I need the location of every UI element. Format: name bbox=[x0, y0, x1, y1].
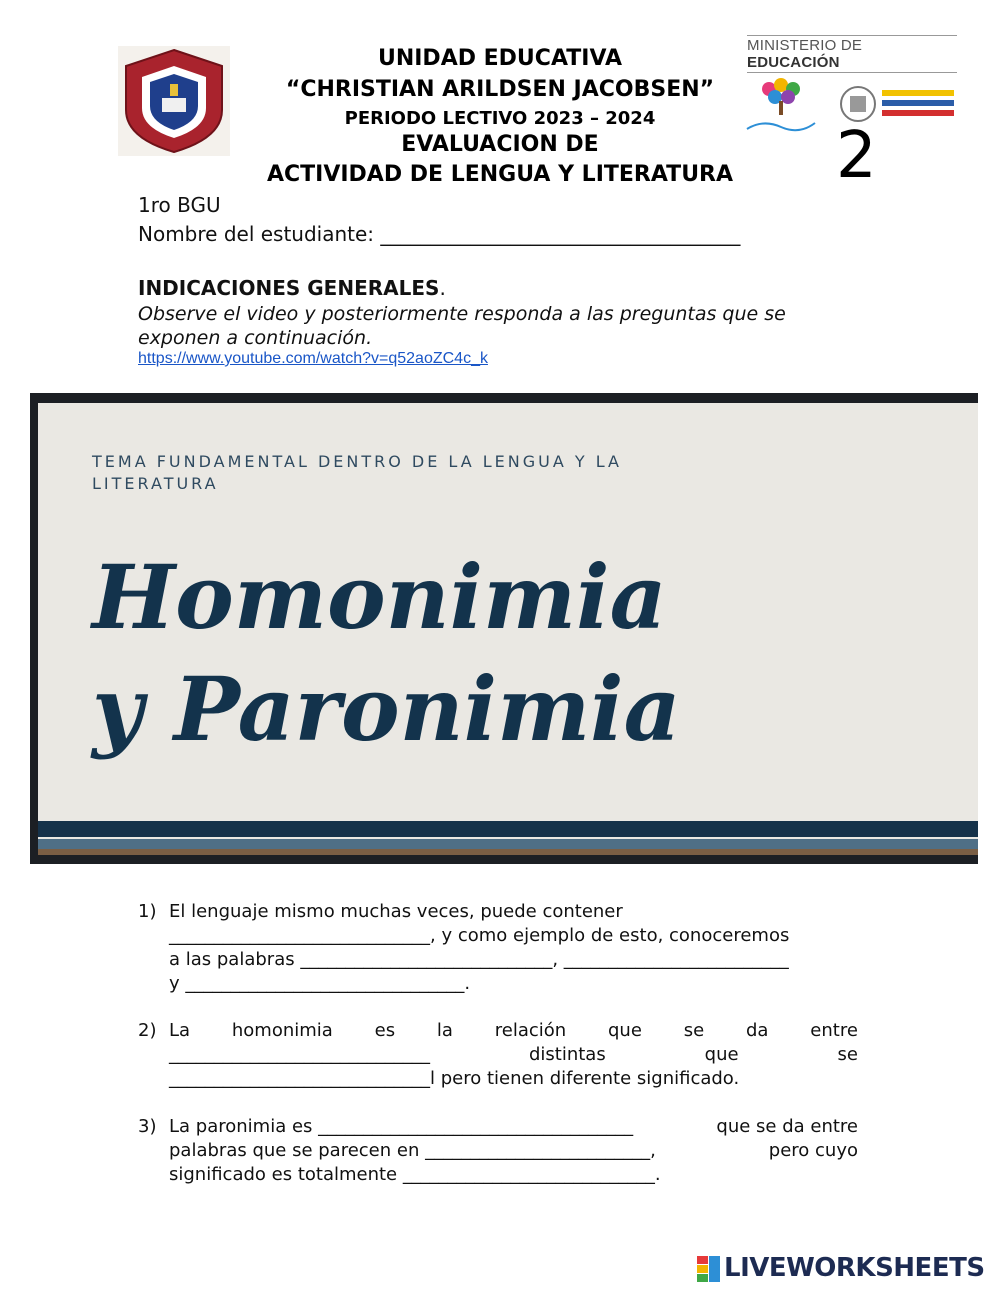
video-bar-bottom bbox=[38, 849, 978, 855]
video-bar-mid bbox=[38, 839, 978, 849]
video-title-line1: Homonimia bbox=[92, 545, 667, 649]
word: relación bbox=[494, 1020, 567, 1041]
word: entre bbox=[810, 1020, 858, 1041]
word: que bbox=[608, 1020, 642, 1041]
liveworksheets-icon bbox=[697, 1256, 721, 1282]
instructions-title bbox=[138, 276, 446, 300]
answer-blank-line[interactable]: y _______________________________. bbox=[169, 973, 471, 994]
video-thumbnail[interactable] bbox=[30, 393, 978, 864]
word: distintas bbox=[528, 1044, 606, 1065]
grade-label: 1ro BGU bbox=[138, 193, 221, 217]
instructions-text: Observe el video y posteriormente responda a las preguntas que se exponen a continuación. bbox=[138, 303, 786, 349]
word: la bbox=[436, 1020, 453, 1041]
liveworksheets-logo bbox=[724, 1253, 985, 1283]
question-line bbox=[169, 1019, 858, 1043]
question-number: 2) bbox=[138, 1020, 157, 1041]
question-line bbox=[169, 1139, 858, 1163]
question-line: El lenguaje mismo muchas veces, puede contener bbox=[169, 901, 623, 922]
question-line bbox=[169, 1115, 858, 1139]
liveworksheets-text: LIVEWORKSHEETS bbox=[724, 1253, 985, 1283]
question-number: 3) bbox=[138, 1116, 157, 1137]
word: es bbox=[374, 1020, 396, 1041]
word: que bbox=[704, 1044, 739, 1065]
ministry-prefix: MINISTERIO DE bbox=[747, 37, 863, 54]
question-text: que se da entre bbox=[716, 1116, 858, 1137]
school-type: UNIDAD EDUCATIVA bbox=[377, 46, 623, 71]
word: se bbox=[683, 1020, 705, 1041]
evaluation-title: EVALUACION DE bbox=[401, 132, 599, 157]
video-title-line2: y Paronimia bbox=[92, 657, 681, 761]
answer-blank-line[interactable]: significado es totalmente ____________________________. bbox=[169, 1164, 661, 1185]
video-frame bbox=[38, 403, 978, 855]
toda-una-vida-logo bbox=[743, 75, 819, 137]
school-name: “CHRISTIAN ARILDSEN JACOBSEN” bbox=[285, 77, 715, 102]
activity-title: ACTIVIDAD DE LENGUA Y LITERATURA bbox=[266, 162, 734, 187]
school-period: PERIODO LECTIVO 2023 – 2024 bbox=[344, 108, 656, 129]
student-name-field[interactable]: Nombre del estudiante: ____________________________________ bbox=[138, 222, 741, 246]
word: homonimia bbox=[231, 1020, 333, 1041]
word: se bbox=[837, 1044, 858, 1065]
instructions-heading: INDICACIONES GENERALES bbox=[138, 276, 440, 300]
ministry-bold: EDUCACIÓN bbox=[747, 54, 840, 71]
answer-blank-line[interactable]: a las palabras ____________________________, _________________________ bbox=[169, 949, 789, 970]
word: La bbox=[169, 1020, 191, 1041]
video-subtitle: TEMA FUNDAMENTAL DENTRO DE LA LENGUA Y LA LITERATURA bbox=[92, 452, 622, 493]
answer-blank-line[interactable]: _____________________________l pero tienen diferente significado. bbox=[169, 1068, 740, 1089]
instructions-heading-period: . bbox=[439, 276, 446, 300]
question-line bbox=[169, 1043, 858, 1067]
answer-blank[interactable]: palabras que se parecen en _________________________, bbox=[169, 1140, 656, 1161]
question-text: pero cuyo bbox=[768, 1140, 858, 1161]
page-number: 2 bbox=[836, 119, 877, 193]
ministry-logo bbox=[747, 35, 957, 73]
question-number: 1) bbox=[138, 901, 157, 922]
school-logo bbox=[118, 46, 230, 156]
answer-blank[interactable]: La paronimia es ___________________________________ bbox=[169, 1116, 634, 1137]
answer-blank-line[interactable]: _____________________________, y como ejemplo de esto, conoceremos bbox=[169, 925, 790, 946]
video-link[interactable]: https://www.youtube.com/watch?v=q52aoZC4c_k bbox=[138, 350, 488, 367]
answer-blank[interactable]: _____________________________ bbox=[169, 1044, 430, 1065]
word: da bbox=[746, 1020, 769, 1041]
video-bar-dark bbox=[38, 821, 978, 837]
